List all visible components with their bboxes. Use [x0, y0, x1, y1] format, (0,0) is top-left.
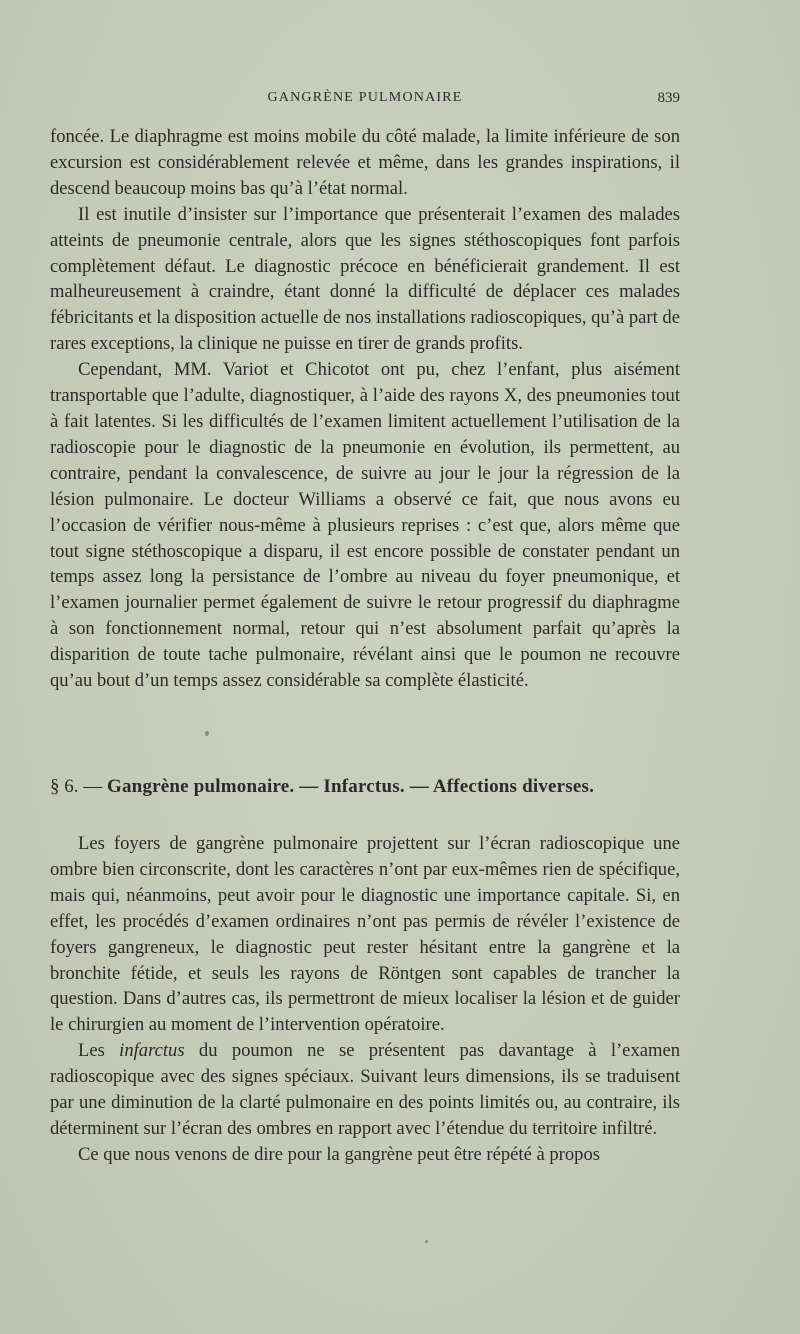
running-head — [50, 88, 680, 110]
running-title: GANGRÈNE PULMONAIRE — [267, 90, 463, 105]
paragraph: Les foyers de gangrène pulmonaire projettent sur l’écran radioscopique une ombre bien circonscrite, dont les caractères n’ont par eux-mêmes rien de spécifique, mais qui, néanmoins, peut avoir pour le diagnostic une importance capitale. Si, en effet, les procédés d’examen ordinaires n’ont pas permis de révéler l’existence de foyers gangreneux, le diagnostic peut rester hésitant entre la gangrène et la bronchite fétide, et seuls les rayons de Röntgen sont capables de trancher la question. Dans d’autres cas, ils permettront de mieux localiser la lésion et de guider le chirurgien au moment de l’intervention opératoire. — [50, 833, 680, 1036]
italic-term: infarctus — [119, 1040, 185, 1062]
text-block-before-section — [50, 124, 680, 694]
paragraph: Il est inutile d’insister sur l’importance que présenterait l’examen des malades atteints de pneumonie centrale, alors que les signes stéthoscopiques font parfois complètement défaut. Le diagnostic précoce en bénéficierait grandement. Il est malheureusement à craindre, étant donné la difficulté de déplacer ces malades fébricitants et la disposition actuelle de nos installations radioscopiques, qu’à part de rares exceptions, la clinique ne puisse en tirer de grands profits. — [50, 203, 680, 355]
paragraph-rest: du poumon ne se présentent pas davantage à l’examen radioscopique avec des signes spéciaux. Suivant leurs dimensions, ils se traduisent par une diminution de la clarté pulmonaire en des points limités ou, au contraire, ils déterminent sur l’écran des ombres en rapport avec l’étendue du territoire infiltré. — [50, 1040, 680, 1139]
page-number: 839 — [657, 90, 680, 106]
paragraph: Ce que nous venons de dire pour la gangrène peut être répété à propos — [78, 1143, 600, 1165]
ink-speck — [425, 1240, 428, 1243]
paragraph — [50, 1038, 680, 1142]
section-title: Gangrène pulmonaire. — Infarctus. — Affections diverses. — [107, 776, 595, 797]
paragraph-continued: foncée. Le diaphragme est moins mobile du côté malade, la limite inférieure de son excursion est considérablement relevée et même, dans les grandes inspirations, il descend beaucoup moins bas qu’à l’état normal. — [50, 126, 680, 199]
paragraph: Cependant, MM. Variot et Chicotot ont pu, chez l’enfant, plus aisément transportable que l’adulte, diagnostiquer, à l’aide des rayons X, des pneumonies tout à fait latentes. Si les difficultés de l’examen limitent actuellement l’utilisation de la radioscopie pour le diagnostic de la pneumonie en évolution, ils permettent, au contraire, pendant la convalescence, de suivre au jour le jour la régression de la lésion pulmonaire. Le docteur Williams a observé ce fait, que nous avons eu l’occasion de vérifier nous-même à plusieurs reprises : c’est que, alors même que tout signe stéthoscopique a disparu, il est encore possible de constater pendant un temps assez long la persistance de l’ombre au niveau du foyer pneumonique, et l’examen journalier permet également de suivre le retour progressif du diaphragme à son fonctionnement normal, retour qui n’est absolument parfait qu’après la disparition de toute tache pulmonaire, révélant ainsi que le poumon ne recouvre qu’au bout d’un temps assez considérable sa complète élasticité. — [50, 359, 680, 692]
section-heading — [50, 774, 680, 800]
ink-speck — [205, 731, 209, 736]
text-block-after-section — [50, 831, 680, 1168]
section-number: § 6. — — [50, 776, 103, 797]
paragraph-lead: Les — [78, 1040, 120, 1062]
